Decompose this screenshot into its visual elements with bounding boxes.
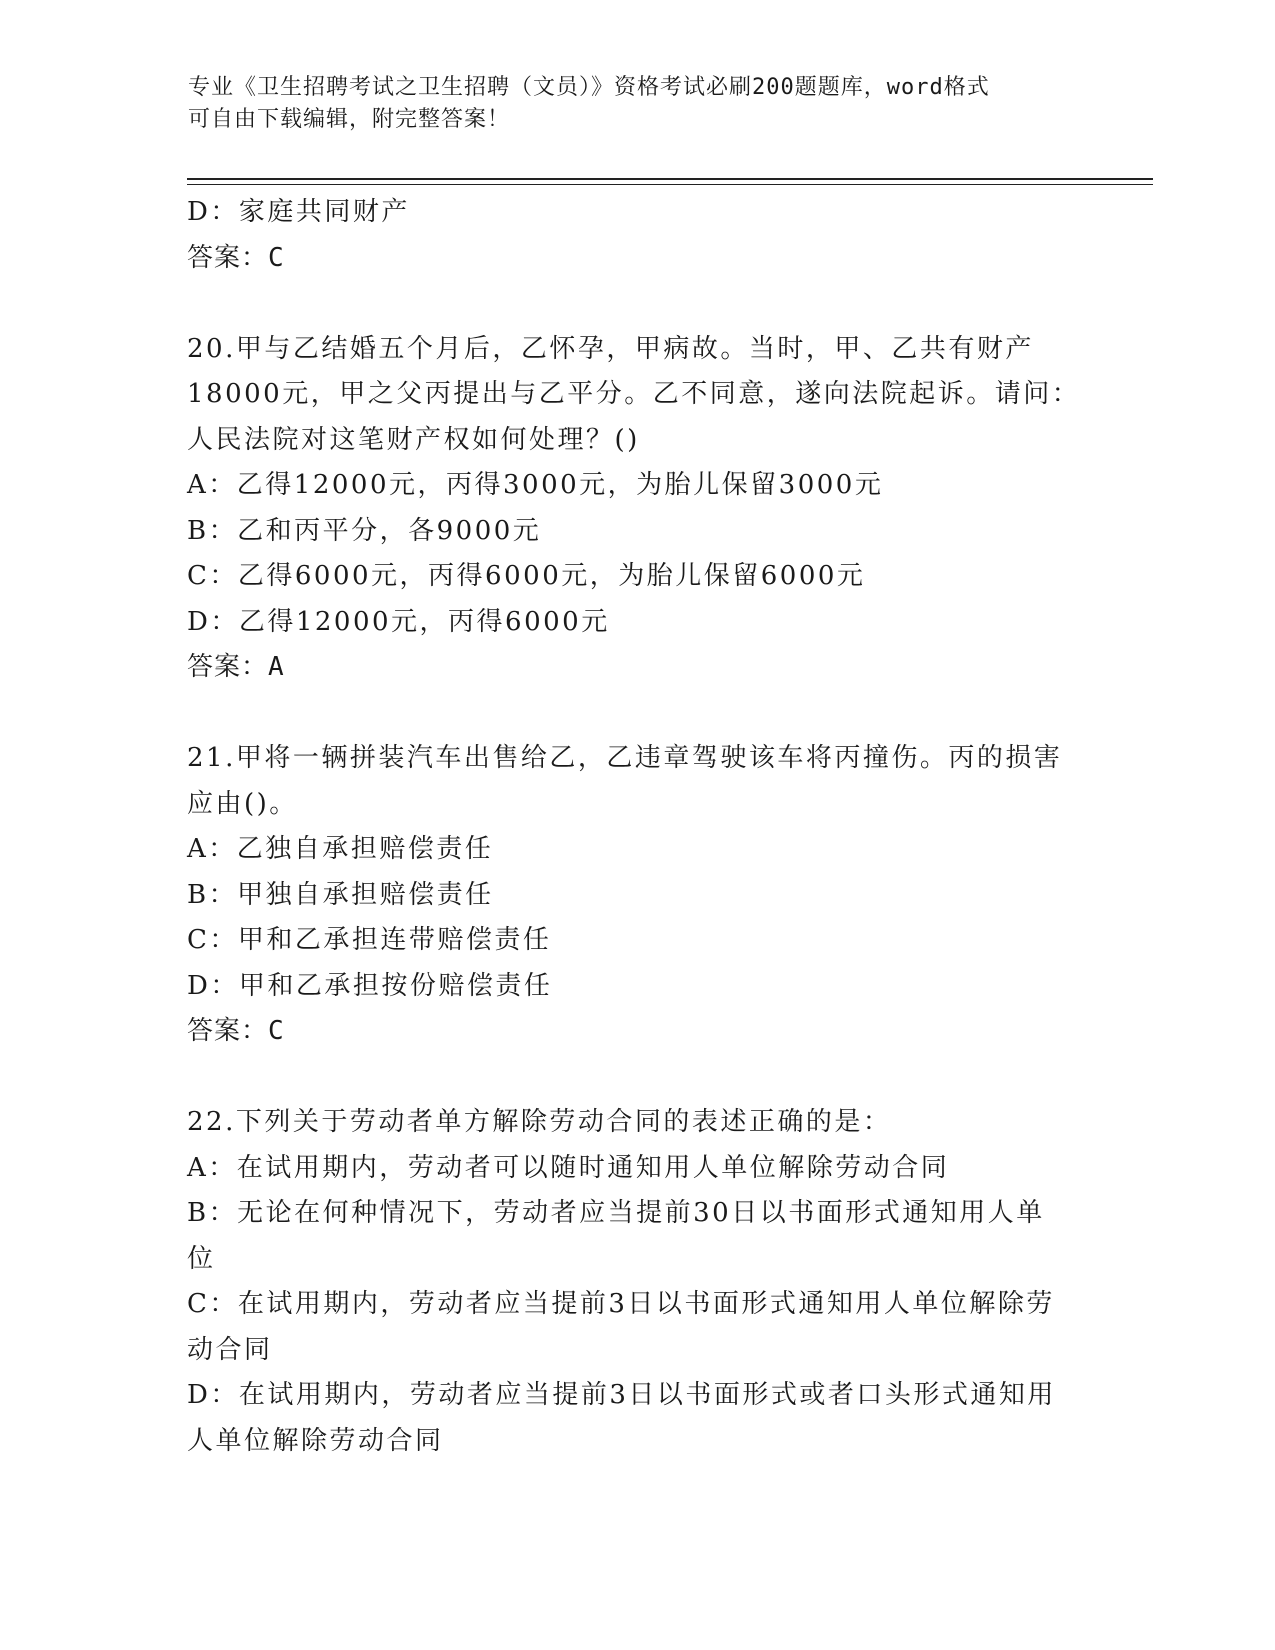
option-b: B：无论在何种情况下，劳动者应当提前30日以书面形式通知用人单 xyxy=(187,1198,1045,1228)
spacer xyxy=(187,281,1067,327)
document-header xyxy=(188,72,1068,136)
question-text: 18000元，甲之父丙提出与乙平分。乙不同意，遂向法院起诉。请问： xyxy=(187,379,1081,409)
option-d-cont: 人单位解除劳动合同 xyxy=(187,1425,444,1456)
option-b: B：甲独自承担赔偿责任 xyxy=(187,879,494,910)
question-list xyxy=(187,190,1081,1464)
question-text: 22.下列关于劳动者单方解除劳动合同的表述正确的是： xyxy=(187,1107,892,1137)
option-c: C：在试用期内，劳动者应当提前3日以书面形式通知用人单位解除劳 xyxy=(187,1289,1055,1319)
option-a: A：乙独自承担赔偿责任 xyxy=(187,834,494,864)
question-block xyxy=(187,190,1067,281)
header-rule-thick xyxy=(187,178,1153,180)
option-d: D：在试用期内，劳动者应当提前3日以书面形式或者口头形式通知用 xyxy=(187,1380,1056,1410)
question-text: 21.甲将一辆拼装汽车出售给乙，乙违章驾驶该车将丙撞伤。丙的损害 xyxy=(187,743,1063,773)
option-c-cont: 动合同 xyxy=(187,1334,273,1365)
answer-line: 答案：C xyxy=(187,1016,285,1046)
question-text: 应由()。 xyxy=(187,788,298,819)
option-d: D：家庭共同财产 xyxy=(187,197,410,227)
question-text: 20.甲与乙结婚五个月后，乙怀孕，甲病故。当时，甲、乙共有财产 xyxy=(187,333,1034,364)
spacer xyxy=(187,691,1067,737)
question-block xyxy=(187,327,1081,691)
option-b: B：乙和丙平分，各9000元 xyxy=(187,515,542,546)
answer-line: 答案：A xyxy=(187,652,285,682)
option-c: C：乙得6000元，丙得6000元，为胎儿保留6000元 xyxy=(187,561,866,591)
question-block xyxy=(187,736,1067,1055)
answer-line: 答案：C xyxy=(187,242,285,273)
option-a: A：乙得12000元，丙得3000元，为胎儿保留3000元 xyxy=(187,470,884,500)
option-d: D：甲和乙承担按份赔偿责任 xyxy=(187,970,553,1001)
header-rule-thin xyxy=(187,184,1153,185)
option-c: C：甲和乙承担连带赔偿责任 xyxy=(187,925,552,955)
option-a: A：在试用期内，劳动者可以随时通知用人单位解除劳动合同 xyxy=(187,1152,950,1183)
question-text: 人民法院对这笔财产权如何处理？() xyxy=(187,424,640,455)
option-b-cont: 位 xyxy=(187,1243,216,1274)
question-block xyxy=(187,1100,1067,1464)
header-line-2: 可自由下载编辑，附完整答案！ xyxy=(188,107,511,132)
option-d: D：乙得12000元，丙得6000元 xyxy=(187,606,610,637)
header-line-1: 专业《卫生招聘考试之卫生招聘（文员）》资格考试必刷200题题库，word格式 xyxy=(188,75,990,100)
spacer xyxy=(187,1055,1067,1101)
